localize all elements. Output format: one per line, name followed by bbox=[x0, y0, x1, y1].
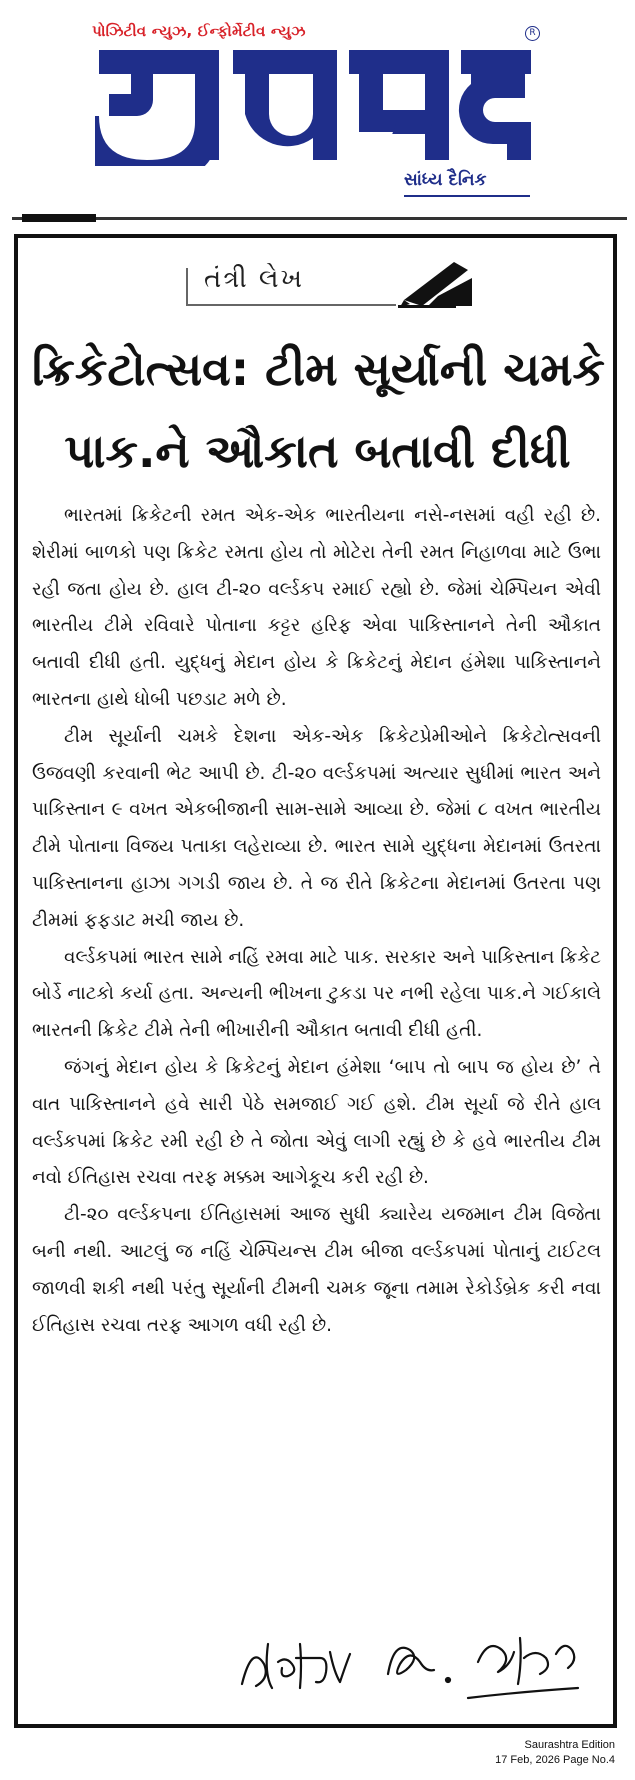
footer-date-page: 17 Feb, 2026 Page No.4 bbox=[495, 1754, 615, 1766]
headline-line-1: ક્રિકેટોત્સવ: ટીમ સૂર્યાની ચમકે bbox=[32, 342, 605, 396]
article-paragraph: ટી-૨૦ વર્લ્ડકપના ઈતિહાસમાં આજ સુધી ક્યારેય યજમાન ટીમ વિજેતા બની નથી. આટલું જ નહિં ચેમ્પિયન્સ ટીમ બીજા વર્લ્ડકપમાં પોતાનું ટાઈટલ જાળવી શકી નથી પરંતુ સૂર્યાની ટીમની ચમક જૂના તમામ રેકોર્ડબ્રેક કરી નવા ઈતિહાસ રચવા તરફ આગળ વધી રહી છે. bbox=[32, 1204, 601, 1336]
article-body bbox=[32, 498, 601, 1344]
masthead bbox=[0, 0, 635, 205]
masthead-divider-accent bbox=[22, 214, 96, 222]
article-paragraph: વર્લ્ડકપમાં ભારત સામે નહિં રમવા માટે પાક. સરકાર અને પાકિસ્તાન ક્રિકેટ બોર્ડે નાટકો કર્યા હતા. અન્યની ભીખના ટુકડા પર નભી રહેલા પાક.ને ગઈકાલે ભારતની ક્રિકેટ ટીમે તેની ભીખારીની ઔકાત બતાવી દીધી હતી. bbox=[32, 946, 601, 1042]
page-footer bbox=[495, 1738, 615, 1768]
registered-mark-icon: R bbox=[525, 26, 540, 41]
section-header-underline bbox=[186, 304, 396, 306]
footer-edition: Saurashtra Edition bbox=[524, 1739, 615, 1751]
article-paragraph: ભારતમાં ક્રિકેટની રમત એક-એક ભારતીયના નસે-નસમાં વહી રહી છે. શેરીમાં બાળકો પણ ક્રિકેટ રમતા હોય તો મોટેરા તેની રમત નિહાળવા માટે ઉભા રહી જતા હોય છે. હાલ ટી-૨૦ વર્લ્ડકપ રમાઈ રહ્યો છે. જેમાં ચેમ્પિયન એવી ભારતીય ટીમે રવિવારે પોતાના કટ્ટર હરિફ એવા પાકિસ્તાનને તેની ઔકાત બતાવી દીધી હતી. યુદ્ધનું મેદાન હોય કે ક્રિકેટનું મેદાન હંમેશા પાકિસ્તાનને ભારતના હાથે ધોબી પછડાટ મળે છે. bbox=[32, 505, 601, 710]
edition-underline bbox=[404, 195, 530, 197]
masthead-divider bbox=[12, 217, 627, 220]
editorial-article bbox=[14, 234, 617, 1728]
section-header-bracket bbox=[186, 268, 188, 304]
masthead-tagline: પોઝિટીવ ન્યુઝ, ઈન્ફોર્મેટીવ ન્યુઝ bbox=[92, 22, 306, 40]
article-paragraph: જંગનું મેદાન હોય કે ક્રિકેટનું મેદાન હંમેશા ‘બાપ તો બાપ જ હોય છે’ તે વાત પાકિસ્તાનને હવે સારી પેઠે સમજાઈ ગઈ હશે. ટીમ સૂર્યા જે રીતે હાલ વર્લ્ડકપમાં ક્રિકેટ રમી રહી છે તે જોતા એવું લાગી રહ્યું છે કે હવે ભારતીય ટીમ નવો ઈતિહાસ રચવા તરફ મક્કમ આગેકૂચ કરી રહી છે. bbox=[32, 1056, 601, 1189]
pen-writing-icon bbox=[398, 256, 474, 308]
section-header-label: તંત્રી લેખ bbox=[204, 264, 304, 294]
article-headline bbox=[32, 328, 603, 492]
article-paragraph: ટીમ સૂર્યાની ચમકે દેશના એક-એક ક્રિકેટપ્રેમીઓને ક્રિકેટોત્સવની ઉજવણી કરવાની ભેટ આપી છે. ટી-૨૦ વર્લ્ડકપમાં અત્યાર સુધીમાં ભારત અને પાકિસ્તાન ૯ વખત એકબીજાની સામ-સામે આવ્યા છે. જેમાં ૮ વખત ભારતીય ટીમે પોતાના વિજય પતાકા લહેરાવ્યા છે. ભારત સામે યુદ્ધના મેદાનમાં ઉતરતા પાકિસ્તાનના હાઝા ગગડી જાય છે. તે જ રીતે ક્રિકેટના મેદાનમાં ઉતરતા પણ ટીમમાં ફફડાટ મચી જાય છે. bbox=[32, 725, 601, 931]
headline-line-2: પાક.ને ઔકાત બતાવી દીધી bbox=[64, 424, 571, 478]
editor-signature bbox=[238, 1614, 598, 1704]
section-header bbox=[186, 252, 486, 308]
newspaper-logo bbox=[95, 44, 535, 166]
edition-label: સાંધ્ય દૈનિક bbox=[404, 170, 487, 190]
